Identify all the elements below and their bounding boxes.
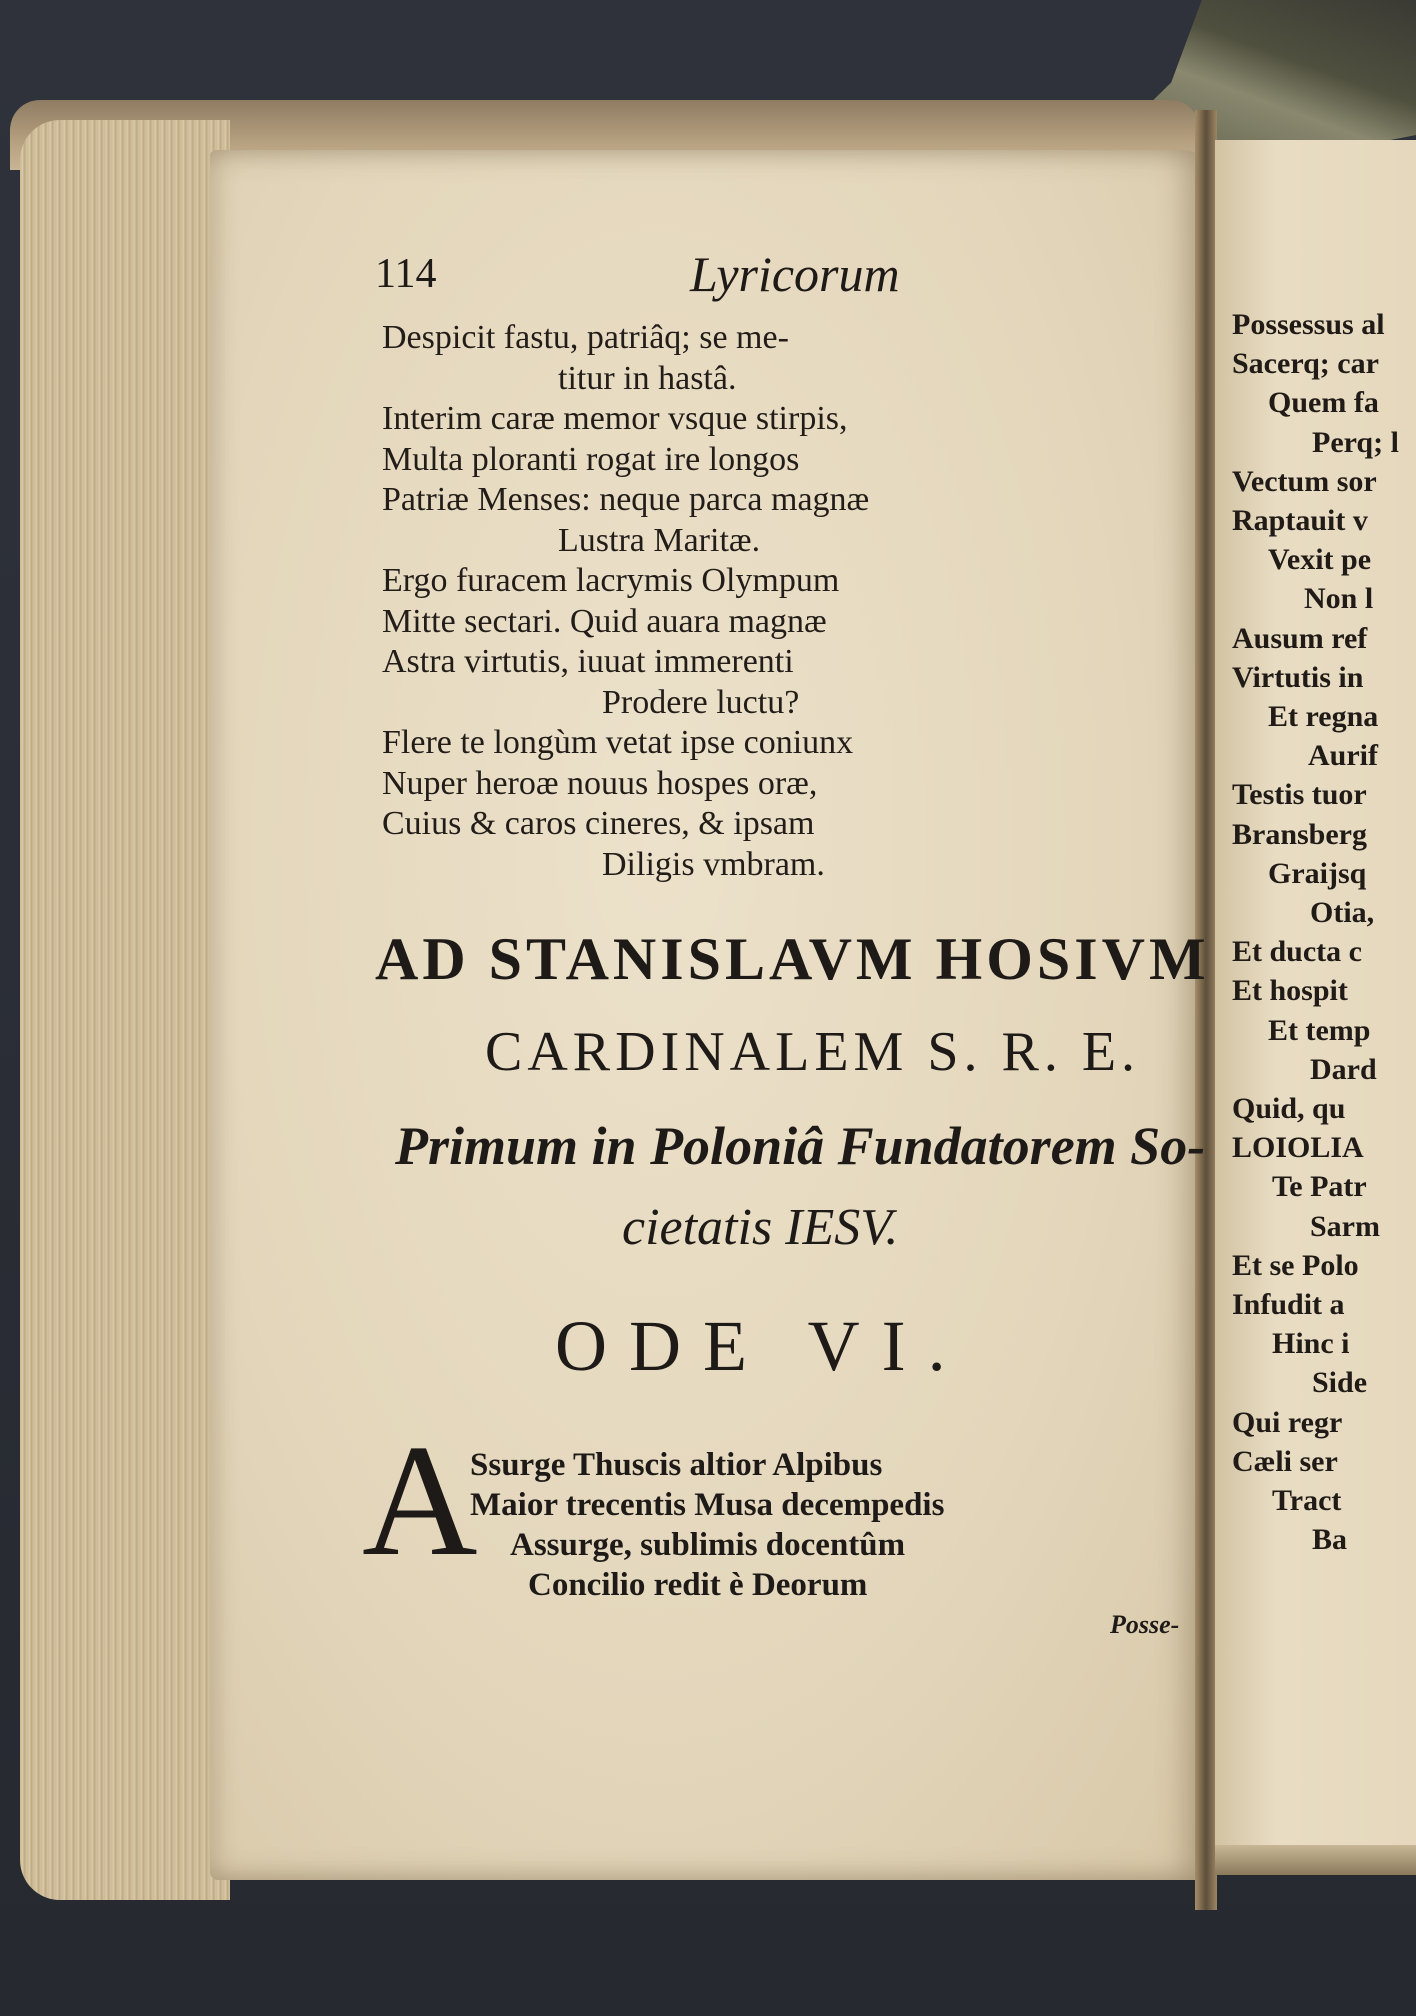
verse-line: Astra virtutis, iuuat immerenti (382, 643, 794, 680)
dedication-italic-line: cietatis IESV. (622, 1199, 899, 1256)
right-line: Tract (1272, 1484, 1342, 1518)
drop-cap: A (362, 1411, 478, 1589)
page-edges-stack (20, 120, 230, 1900)
right-line: Ausum ref (1232, 621, 1368, 655)
right-line: Te Patr (1272, 1170, 1367, 1204)
right-line: Bransberg (1232, 817, 1367, 851)
verse-line: Cuius & caros cineres, & ipsam (382, 805, 815, 842)
right-line: Hinc i (1272, 1327, 1350, 1361)
right-line: Vectum sor (1232, 464, 1377, 498)
verse-line: Ergo furacem lacrymis Olympum (382, 562, 840, 599)
verse-line: Nuper heroæ nouus hospes oræ, (382, 764, 818, 802)
verse-line: Diligis vmbram. (602, 845, 825, 883)
dedication-subheading: CARDINALEM S. R. E. (485, 1021, 1141, 1083)
right-line: Et se Polo (1232, 1248, 1359, 1282)
verse-line: Multa ploranti rogat ire longos (382, 440, 800, 478)
dedication-italic-line: Primum in Poloniâ Fundatorem So- (395, 1116, 1206, 1176)
right-line: Qui regr (1232, 1405, 1343, 1439)
right-line: Graijsq (1268, 856, 1367, 890)
verse-block (382, 318, 869, 885)
right-line: Ba (1312, 1523, 1348, 1557)
right-line: Non l (1304, 582, 1374, 616)
right-page-text (1232, 305, 1416, 1560)
verse-line: Interim caræ memor vsque stirpis, (382, 400, 848, 437)
right-line: Infudit a (1232, 1288, 1345, 1322)
right-line: Raptauit v (1232, 504, 1368, 538)
right-line: Cæli ser (1232, 1444, 1338, 1478)
verse-line: Flere te longùm vetat ipse coniunx (382, 724, 854, 761)
right-line: Dard (1310, 1052, 1377, 1086)
stanza-line: Assurge, sublimis docentûm (510, 1527, 906, 1563)
right-line: Et hospit (1232, 974, 1348, 1008)
right-line: Sacerq; car (1232, 347, 1379, 381)
verse-line: Mitte sectari. Quid auara magnæ (382, 602, 827, 640)
right-page-bottom-edge (1215, 1845, 1416, 1875)
stanza-line: Concilio redit è Deorum (528, 1567, 868, 1603)
right-line: Virtutis in (1232, 660, 1364, 694)
right-line: Et regna (1268, 700, 1379, 734)
dedication-heading: AD STANISLAVM HOSIVM (375, 926, 1210, 992)
right-line: Et ducta c (1232, 935, 1362, 969)
verse-line: Patriæ Menses: neque parca magnæ (382, 481, 870, 518)
verse-line: Lustra Maritæ. (558, 521, 761, 559)
stanza-block (470, 1445, 944, 1605)
right-line: Quid, qu (1232, 1092, 1346, 1126)
stanza-line: Maior trecentis Musa decempedis (470, 1487, 945, 1523)
right-line: Possessus al (1232, 308, 1385, 341)
ode-title: ODE VI. (555, 1306, 968, 1386)
verse-line: titur in hastâ. (558, 359, 737, 397)
right-line: Testis tuor (1232, 778, 1367, 812)
right-line: Perq; l (1312, 425, 1399, 459)
book-gutter (1195, 110, 1217, 1910)
right-line: Et temp (1268, 1013, 1371, 1047)
right-line: Side (1312, 1366, 1368, 1400)
page-number: 114 (375, 251, 437, 297)
verse-line: Despicit fastu, patriâq; se me- (382, 319, 789, 356)
right-line: Quem fa (1268, 386, 1379, 420)
right-line: Sarm (1310, 1209, 1380, 1243)
right-line: LOIOLIA (1232, 1131, 1364, 1165)
verse-line: Prodere luctu? (602, 683, 800, 721)
running-title: Lyricorum (690, 246, 900, 302)
right-line: Aurif (1308, 739, 1378, 773)
catchword: Posse- (1110, 1610, 1180, 1639)
stanza-line: Ssurge Thuscis altior Alpibus (470, 1447, 883, 1483)
right-line: Otia, (1310, 896, 1375, 930)
right-line: Vexit pe (1268, 543, 1372, 577)
